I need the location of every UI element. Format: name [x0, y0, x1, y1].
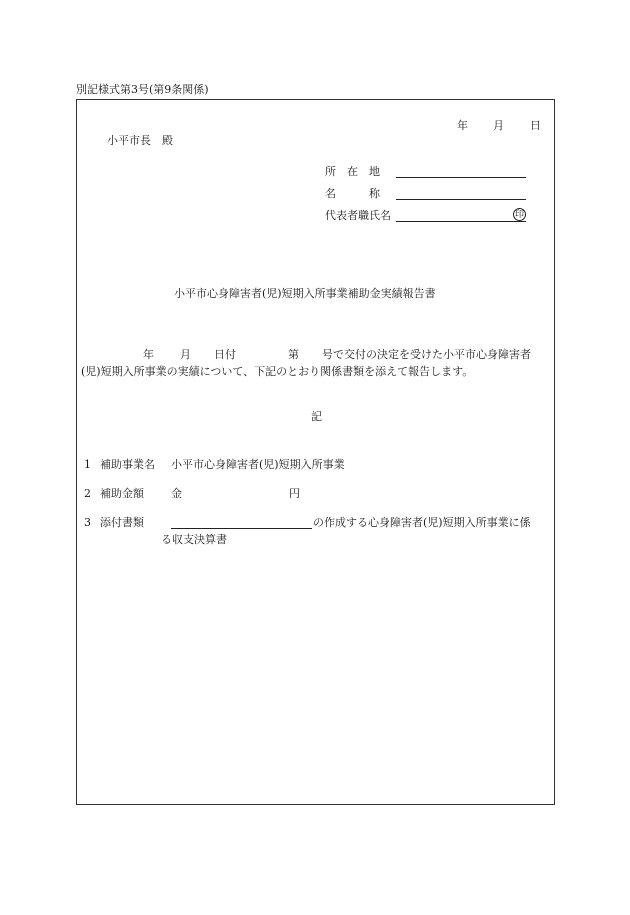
address-field-line[interactable] — [396, 177, 526, 178]
name-label: 名 称 — [325, 187, 380, 200]
item-1-label: 補助事業名 — [100, 458, 155, 471]
item-2-label: 補助金額 — [100, 487, 144, 500]
address-label: 所 在 地 — [325, 165, 380, 178]
body-number-prefix: 第 — [288, 348, 299, 361]
item-2-prefix: 金 — [171, 487, 182, 500]
document-title: 小平市心身障害者(児)短期入所事業補助金実績報告書 — [174, 287, 436, 300]
item-3-blank-line[interactable] — [171, 528, 312, 529]
item-2-number: 2 — [84, 487, 91, 500]
item-3-number: 3 — [84, 516, 91, 529]
body-year: 年 — [143, 348, 154, 361]
form-frame — [76, 99, 555, 805]
item-3-value-line2: る収支決算書 — [161, 533, 227, 546]
item-2-unit: 円 — [289, 487, 300, 500]
body-line2: (児)短期入所事業の実績について、下記のとおり関係書類を添えて報告します。 — [81, 365, 474, 378]
name-field-line[interactable] — [396, 199, 526, 200]
representative-label: 代表者職氏名 — [325, 209, 391, 222]
item-1-value: 小平市心身障害者(児)短期入所事業 — [171, 458, 345, 471]
body-line1-rest: 号で交付の決定を受けた小平市心身障害者 — [322, 348, 531, 361]
item-1-number: 1 — [84, 458, 91, 471]
seal-mark: 印 — [514, 210, 524, 220]
date-year-label: 年 — [457, 119, 468, 132]
body-month: 月 — [180, 348, 191, 361]
representative-field-line[interactable] — [396, 221, 526, 222]
item-3-label: 添付書類 — [100, 516, 144, 529]
body-day-attached: 日付 — [214, 348, 236, 361]
date-month-label: 月 — [493, 119, 504, 132]
addressee: 小平市長 殿 — [107, 134, 173, 147]
ki-heading: 記 — [311, 410, 322, 423]
form-number-label: 別記様式第3号(第9条関係) — [76, 83, 209, 96]
date-day-label: 日 — [530, 119, 541, 132]
item-3-value-line1: の作成する心身障害者(児)短期入所事業に係 — [313, 516, 531, 529]
